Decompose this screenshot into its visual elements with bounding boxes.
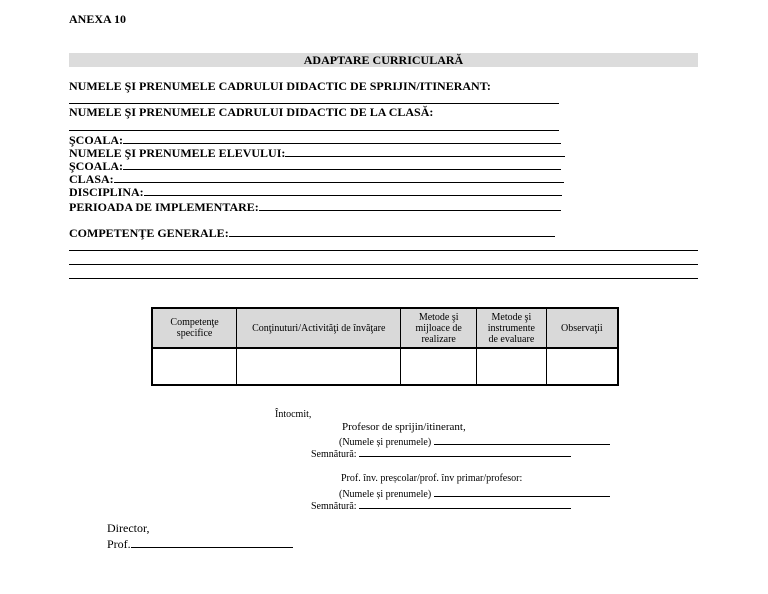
competences-line-2[interactable] — [69, 264, 698, 265]
prepared-by-label: Întocmit, — [275, 409, 312, 420]
curriculum-table — [151, 307, 619, 386]
col-observations: Observaţii — [546, 308, 618, 348]
discipline-label: DISCIPLINA: — [69, 185, 562, 199]
class-label: CLASA: — [69, 172, 564, 186]
student-name-label: NUMELE ŞI PRENUMELE ELEVULUI: — [69, 146, 565, 160]
annex-number: ANEXA 10 — [69, 12, 127, 26]
cell-competences[interactable] — [152, 348, 237, 385]
cell-evaluation[interactable] — [476, 348, 546, 385]
col-methods-means: Metode şi mijloace de realizare — [401, 308, 477, 348]
cell-contents[interactable] — [237, 348, 401, 385]
document-title: ADAPTARE CURRICULARĂ — [303, 53, 464, 67]
support-teacher-name: (Numele și prenumele) — [339, 434, 610, 448]
class-teacher-line[interactable] — [69, 130, 559, 131]
table-row — [152, 348, 618, 385]
col-specific-competences: Competenţe specifice — [152, 308, 237, 348]
class-teacher-signature: Semnătură: — [311, 498, 571, 512]
col-evaluation-methods: Metode şi instrumente de evaluare — [476, 308, 546, 348]
support-teacher-role: Profesor de sprijin/itinerant, — [342, 421, 466, 433]
support-teacher-signature: Semnătură: — [311, 446, 571, 460]
general-competences-label: COMPETENŢE GENERALE: — [69, 226, 555, 240]
class-teacher-role: Prof. înv. preșcolar/prof. înv primar/profesor: — [341, 473, 523, 484]
class-teacher-label: NUMELE ŞI PRENUMELE CADRULUI DIDACTIC DE LA CLASĂ: — [69, 105, 434, 119]
director-label: Director, — [107, 521, 150, 535]
support-teacher-line[interactable] — [69, 103, 559, 104]
competences-line-1[interactable] — [69, 250, 698, 251]
cell-observations[interactable] — [546, 348, 618, 385]
col-contents-activities: Conţinuturi/Activităţi de învăţare — [237, 308, 401, 348]
period-label: PERIOADA DE IMPLEMENTARE: — [69, 200, 561, 214]
class-teacher-name: (Numele și prenumele) — [339, 486, 610, 500]
director-prof-line: Prof. — [107, 537, 293, 551]
school-label-1: ŞCOALA: — [69, 133, 561, 147]
competences-line-3[interactable] — [69, 278, 698, 279]
table-header-row — [152, 308, 618, 348]
cell-methods[interactable] — [401, 348, 477, 385]
document-title-bar — [69, 53, 698, 67]
support-teacher-label: NUMELE ŞI PRENUMELE CADRULUI DIDACTIC DE SPRIJIN/ITINERANT: — [69, 79, 491, 93]
school-label-2: ŞCOALA: — [69, 159, 561, 173]
